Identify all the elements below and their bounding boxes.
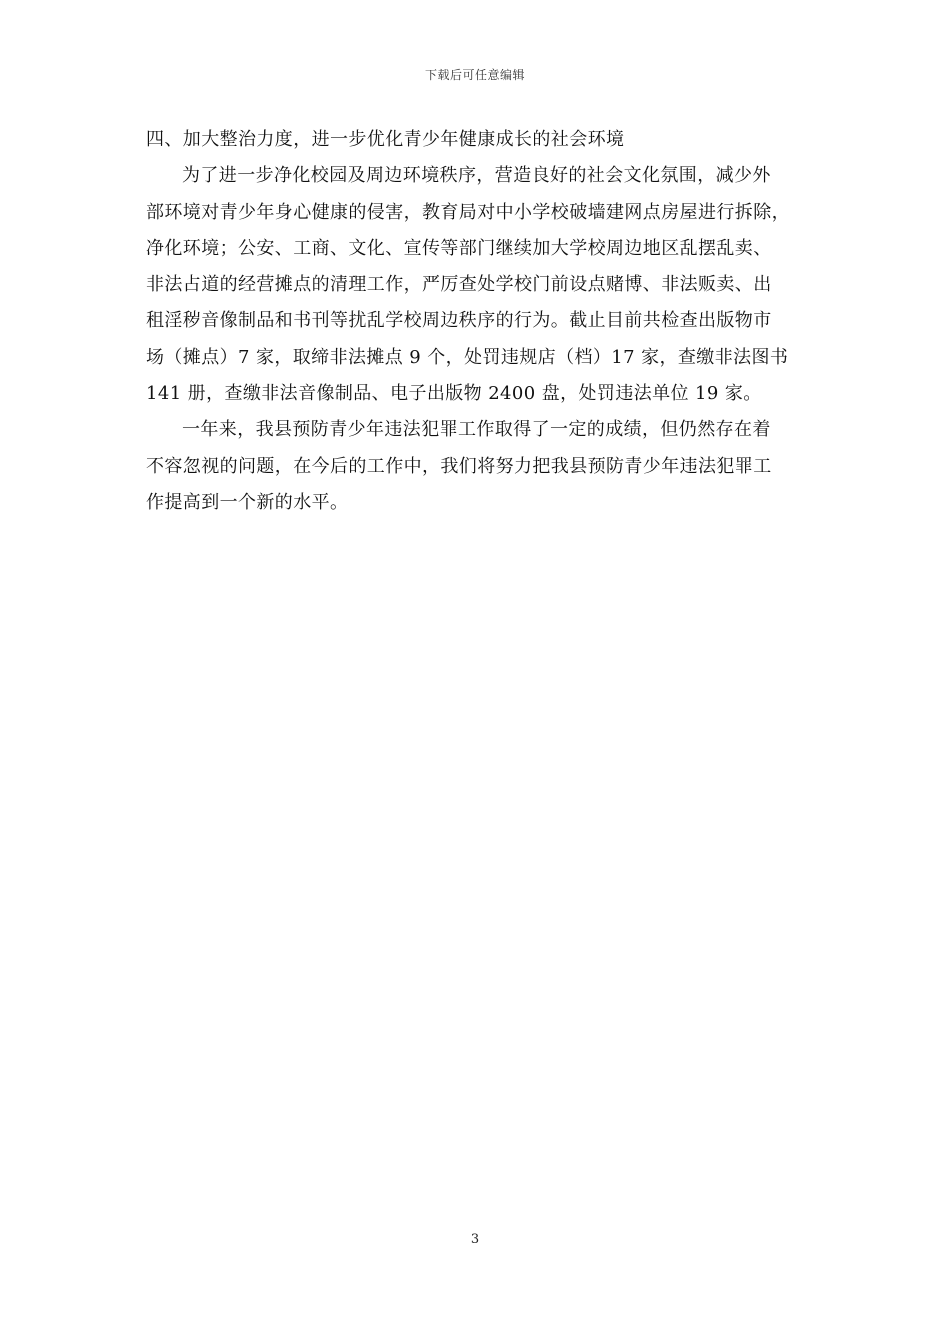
paragraph-line: 为了进一步净化校园及周边环境秩序，营造良好的社会文化氛围，减少外 (182, 165, 771, 187)
paragraph-1 (146, 158, 806, 412)
paragraph-line: 净化环境；公安、工商、文化、宣传等部门继续加大学校周边地区乱摆乱卖、 (146, 237, 772, 259)
paragraph-line: 租淫秽音像制品和书刊等扰乱学校周边秩序的行为。截止目前共检查出版物市 (146, 310, 772, 332)
paragraph-line: 部环境对青少年身心健康的侵害，教育局对中小学校破墙建网点房屋进行拆除， (146, 201, 790, 223)
paragraph-line: 作提高到一个新的水平。 (146, 491, 349, 513)
page-number: 3 (470, 1232, 480, 1247)
paragraph-line: 一年来，我县预防青少年违法犯罪工作取得了一定的成绩，但仍然存在着 (182, 419, 771, 441)
paragraph-line: 不容忽视的问题，在今后的工作中，我们将努力把我县预防青少年违法犯罪工 (146, 455, 772, 477)
section-heading: 四、加大整治力度，进一步优化青少年健康成长的社会环境 (146, 129, 625, 150)
paragraph-line: 非法占道的经营摊点的清理工作，严厉查处学校门前设点赌博、非法贩卖、出 (146, 274, 772, 296)
paragraph-line: 场（摊点）7 家，取缔非法摊点 9 个，处罚违规店（档）17 家，查缴非法图书 (146, 346, 789, 368)
document-body (146, 122, 806, 521)
page-header: 下载后可任意编辑 (424, 68, 525, 82)
paragraph-line: 141 册，查缴非法音像制品、电子出版物 2400 盘，处罚违法单位 19 家。 (146, 383, 762, 405)
paragraph-2 (146, 412, 806, 521)
